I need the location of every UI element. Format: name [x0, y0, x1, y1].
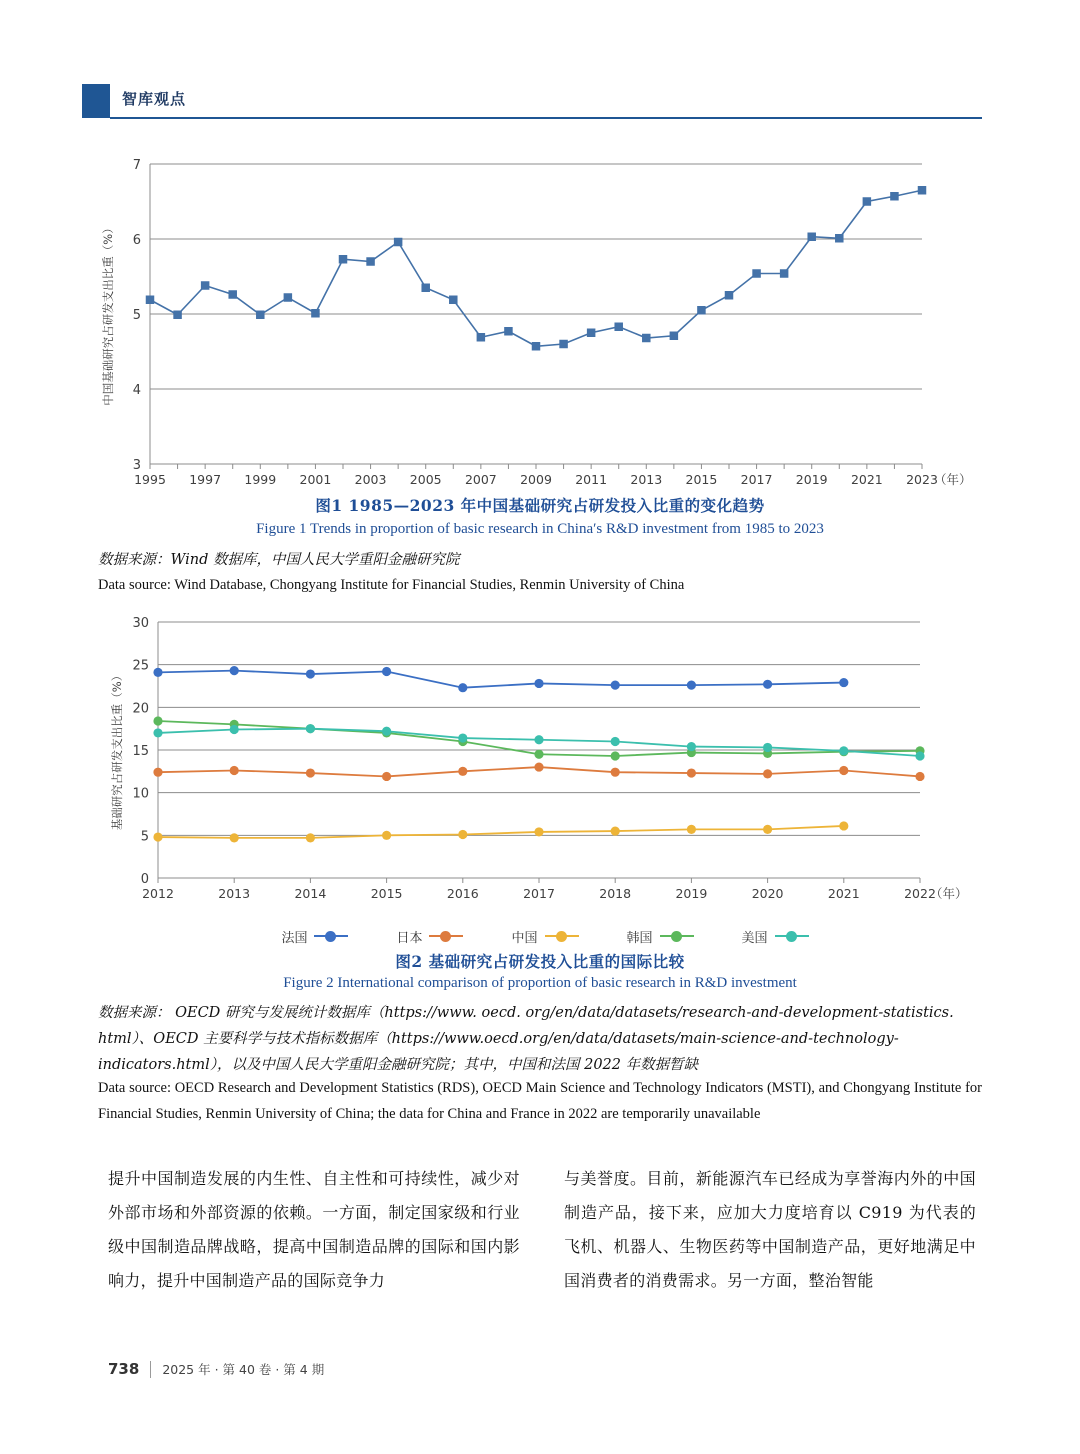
data-point [687, 825, 696, 834]
legend-item [281, 927, 348, 946]
data-point [382, 667, 391, 676]
legend-label: 韩国 [626, 930, 653, 946]
y-tick-label: 25 [132, 658, 149, 674]
data-point [153, 728, 162, 737]
data-point [228, 290, 237, 299]
data-point [146, 296, 155, 305]
x-tick-label: 2015 [685, 472, 718, 487]
data-point [534, 750, 543, 759]
data-point [153, 832, 162, 841]
data-point [863, 197, 872, 206]
data-point [752, 269, 761, 278]
data-point [173, 311, 182, 320]
data-point [306, 768, 315, 777]
legend-item [511, 927, 578, 946]
data-point [230, 725, 239, 734]
legend-item [627, 927, 694, 946]
y-tick-label: 7 [132, 158, 141, 173]
header-rule [110, 117, 982, 119]
data-point [382, 727, 391, 736]
figure1-caption-cn: 图1 1985—2023 年中国基础研究占研发投入比重的变化趋势 [315, 496, 765, 515]
legend-label: 法国 [281, 930, 308, 946]
data-point [697, 306, 706, 315]
y-tick-label: 20 [132, 701, 149, 717]
page-number: 738 [108, 1360, 140, 1378]
data-point [153, 668, 162, 677]
figure2-legend [108, 925, 982, 947]
y-tick-label: 0 [140, 872, 149, 887]
x-tick-label: 2019 [795, 472, 828, 487]
y-tick-label: 30 [132, 616, 149, 631]
x-tick-label: 2015 [370, 886, 403, 901]
data-point [763, 825, 772, 834]
data-point [532, 342, 541, 351]
legend-label: 中国 [511, 930, 538, 946]
x-tick-label: 2005 [409, 472, 442, 487]
data-point [780, 269, 789, 278]
y-tick-label: 4 [132, 383, 141, 398]
y-tick-label: 10 [132, 786, 149, 802]
data-point [339, 255, 348, 264]
x-tick-label: 2021 [827, 886, 860, 901]
x-tick-label: 1997 [189, 472, 222, 487]
data-point [153, 768, 162, 777]
x-tick-label: 1995 [134, 472, 166, 487]
legend-item [396, 927, 463, 946]
x-tick-label: 2003 [354, 472, 387, 487]
data-point [839, 678, 848, 687]
y-tick-label: 3 [132, 458, 141, 473]
header-accent-bar [82, 84, 110, 118]
data-point [449, 296, 458, 305]
x-tick-label: 2001 [299, 472, 332, 487]
figure1-source-cn: 数据来源：Wind 数据库，中国人民大学重阳金融研究院 [98, 552, 460, 568]
x-axis-unit: （年） [934, 472, 972, 487]
data-point [458, 830, 467, 839]
data-point [504, 327, 513, 336]
data-point [306, 833, 315, 842]
figure2-caption-cn: 图2 基础研究占研发投入比重的国际比较 [395, 952, 685, 971]
y-tick-label: 6 [132, 233, 141, 248]
body-column-left: 提升中国制造发展的内生性、自主性和可持续性，减少对外部市场和外部资源的依赖。一方面，制定国家级和行业级中国制造品牌战略，提高中国制造品牌的国际和国内影响力，提升中国制造产品的国际竞争力 [108, 1169, 520, 1290]
legend-marker-icon [429, 930, 463, 942]
data-point [458, 683, 467, 692]
data-point [394, 238, 403, 247]
y-tick-label: 5 [140, 829, 149, 845]
data-point [835, 234, 844, 243]
data-point [614, 323, 623, 332]
x-tick-label: 2016 [446, 886, 479, 901]
data-point [763, 769, 772, 778]
legend-marker-icon [314, 930, 348, 942]
x-tick-label: 2012 [142, 886, 174, 901]
data-point [534, 762, 543, 771]
data-point [915, 751, 924, 760]
page-header [0, 84, 1080, 124]
data-point [382, 831, 391, 840]
data-point [534, 827, 543, 836]
issue-info: 2025 年 · 第 40 卷 · 第 4 期 [162, 1362, 325, 1377]
data-point [839, 746, 848, 755]
data-point [839, 766, 848, 775]
data-point [559, 340, 568, 349]
data-point [306, 724, 315, 733]
legend-marker-icon [545, 930, 579, 942]
body-column-right: 与美誉度。目前，新能源汽车已经成为享誉海内外的中国制造产品，接下来，应加大力度培育以 C919 为代表的飞机、机器人、生物医药等中国制造产品，更好地满足中国消费者的消费需求。另一方面，整治智能 [564, 1169, 976, 1290]
data-point [458, 767, 467, 776]
data-point [534, 735, 543, 744]
x-tick-label: 2007 [464, 472, 497, 487]
data-point [382, 772, 391, 781]
legend-marker-icon [660, 930, 694, 942]
data-point [458, 733, 467, 742]
x-tick-label: 2017 [740, 472, 773, 487]
data-point [153, 716, 162, 725]
x-tick-label: 2013 [630, 472, 663, 487]
x-tick-label: 2009 [520, 472, 552, 487]
figure2-chart [108, 612, 982, 912]
data-point [611, 751, 620, 760]
data-point [611, 737, 620, 746]
x-tick-label: 2017 [523, 886, 555, 901]
legend-label: 日本 [396, 930, 423, 946]
x-tick-label: 2021 [850, 472, 883, 487]
x-tick-label: 2018 [599, 886, 632, 901]
x-tick-label: 2014 [294, 886, 327, 901]
legend-item [742, 927, 809, 946]
x-tick-label: 2022 [904, 886, 936, 901]
figure2-source-cn: 数据来源： OECD 研究与发展统计数据库（https://www. oecd. org/en/data/datasets/research-and-development-statistics. html）、OECD 主要科学与技术指标数据库（https://www.oecd.org/en/data/datasets/main-science-and-technology-indicators.html），以及中国人民大学重阳金融研究院；其中，中国和法国 2022 年数据暂缺 [98, 1005, 954, 1073]
series-line [158, 826, 844, 838]
data-point [587, 329, 596, 338]
figure1-caption-en: Figure 1 Trends in proportion of basic research in China′s R&D investment from 1985 to 2023 [256, 521, 824, 537]
x-axis-unit: （年） [930, 886, 968, 901]
data-point [611, 768, 620, 777]
y-axis-title: 基础研究占研发支出比重（%） [110, 669, 124, 831]
data-point [687, 768, 696, 777]
legend-marker-icon [775, 930, 809, 942]
figure2-svg [108, 612, 982, 912]
data-point [366, 257, 375, 266]
y-axis-title: 中国基础研究占研发支出比重（%） [101, 222, 115, 406]
y-tick-label: 5 [132, 308, 141, 323]
figure1-svg [98, 150, 982, 500]
data-point [918, 186, 927, 195]
data-point [725, 291, 734, 300]
page-footer [108, 1360, 324, 1378]
data-point [477, 333, 486, 342]
legend-label: 美国 [741, 930, 768, 946]
data-point [230, 766, 239, 775]
data-point [763, 743, 772, 752]
data-point [230, 666, 239, 675]
data-point [687, 742, 696, 751]
x-tick-label: 2011 [575, 472, 608, 487]
x-tick-label: 2020 [751, 886, 784, 901]
data-point [763, 680, 772, 689]
data-point [306, 669, 315, 678]
x-tick-label: 2019 [675, 886, 708, 901]
data-point [230, 833, 239, 842]
data-point [670, 332, 679, 341]
data-point [642, 334, 651, 343]
x-tick-label: 2023 [906, 472, 938, 487]
data-point [311, 309, 320, 318]
figure1-chart [98, 150, 982, 500]
data-point [807, 233, 816, 242]
data-point [687, 681, 696, 690]
data-point [534, 679, 543, 688]
figure2-caption-en: Figure 2 International comparison of proportion of basic research in R&D investment [283, 975, 797, 991]
series-line [150, 190, 922, 346]
x-tick-label: 2013 [218, 886, 251, 901]
data-point [839, 821, 848, 830]
series-line [158, 671, 844, 688]
data-point [256, 311, 265, 320]
footer-divider [150, 1361, 151, 1378]
section-title: 智库观点 [122, 90, 187, 108]
data-point [201, 281, 210, 290]
data-point [421, 284, 430, 293]
y-tick-label: 15 [132, 744, 149, 759]
body-text [108, 1162, 976, 1298]
data-point [611, 826, 620, 835]
data-point [890, 192, 899, 201]
data-point [915, 772, 924, 781]
x-tick-label: 1999 [244, 472, 277, 487]
data-point [611, 681, 620, 690]
figure2-source-en: Data source: OECD Research and Development Statistics (RDS), OECD Main Science and Technology Indicators (MSTI), and Chongyang Institute for Financial Studies, Renmin University of China; the data for China and France in 2022 are temporarily unavailable [98, 1080, 982, 1122]
data-point [284, 293, 293, 302]
figure1-source-en: Data source: Wind Database, Chongyang Institute for Financial Studies, Renmin University of China [98, 577, 685, 593]
